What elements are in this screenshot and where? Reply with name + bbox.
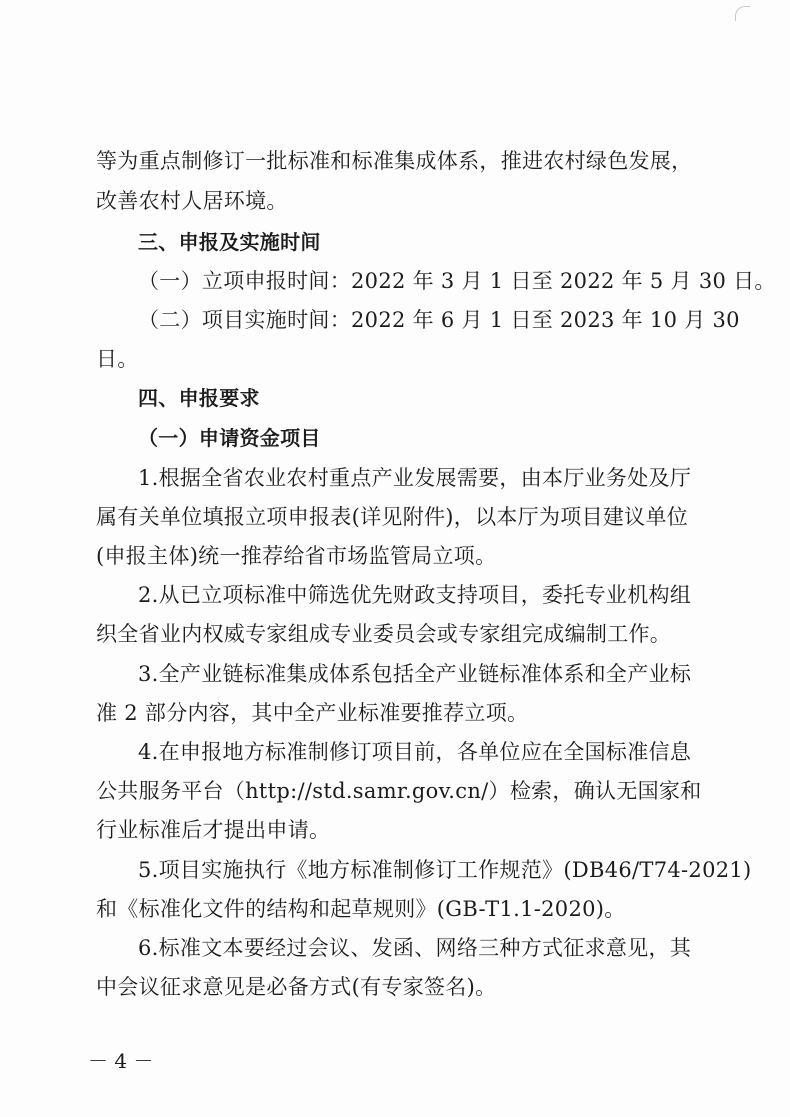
paragraph-line: 中会议征求意见是必备方式(有专家签名)。 <box>96 975 497 999</box>
section-heading: 四、申报要求 <box>138 386 260 410</box>
paragraph-line: 公共服务平台（http://std.samr.gov.cn/）检索，确认无国家和 <box>96 779 702 803</box>
paragraph-line: 准 2 部分内容，其中全产业标准要推荐立项。 <box>96 701 529 725</box>
paragraph-line: （二）项目实施时间：2022 年 6 月 1 日至 2023 年 10 月 30 <box>138 308 740 332</box>
paragraph-line: 行业标准后才提出申请。 <box>96 818 331 842</box>
paragraph-line: 4.在申报地方标准制修订项目前，各单位应在全国标准信息 <box>138 740 692 764</box>
paragraph-line: 1.根据全省农业农村重点产业发展需要，由本厅业务处及厅 <box>138 466 692 490</box>
paragraph-line: 改善农村人居环境。 <box>96 189 288 213</box>
section-heading: 三、申报及实施时间 <box>138 230 321 254</box>
scan-mark <box>735 6 750 21</box>
page-number: － 4 － <box>88 1049 154 1073</box>
paragraph-line: 和《标准化文件的结构和起草规则》(GB-T1.1-2020)。 <box>96 897 626 921</box>
paragraph-line: （一）立项申报时间：2022 年 3 月 1 日至 2022 年 5 月 30 日。 <box>138 269 776 293</box>
paragraph-line: 5.项目实施执行《地方标准制修订工作规范》(DB46/T74-2021) <box>138 858 752 882</box>
paragraph-line: 日。 <box>96 347 139 371</box>
paragraph-line: 织全省业内权威专家组成专业委员会或专家组完成编制工作。 <box>96 622 672 646</box>
paragraph-line: 2.从已立项标准中筛选优先财政支持项目，委托专业机构组 <box>138 583 692 607</box>
paragraph-line: 3.全产业链标准集成体系包括全产业链标准体系和全产业标 <box>138 662 692 686</box>
paragraph-line: 6.标准文本要经过会议、发函、网络三种方式征求意见，其 <box>138 936 692 960</box>
paragraph-line: 属有关单位填报立项申报表(详见附件)，以本厅为项目建议单位 <box>96 505 689 529</box>
paragraph-line: 等为重点制修订一批标准和标准集成体系，推进农村绿色发展， <box>96 149 693 173</box>
subsection-heading: （一）申请资金项目 <box>138 426 321 450</box>
paragraph-line: (申报主体)统一推荐给省市场监管局立项。 <box>96 544 497 568</box>
